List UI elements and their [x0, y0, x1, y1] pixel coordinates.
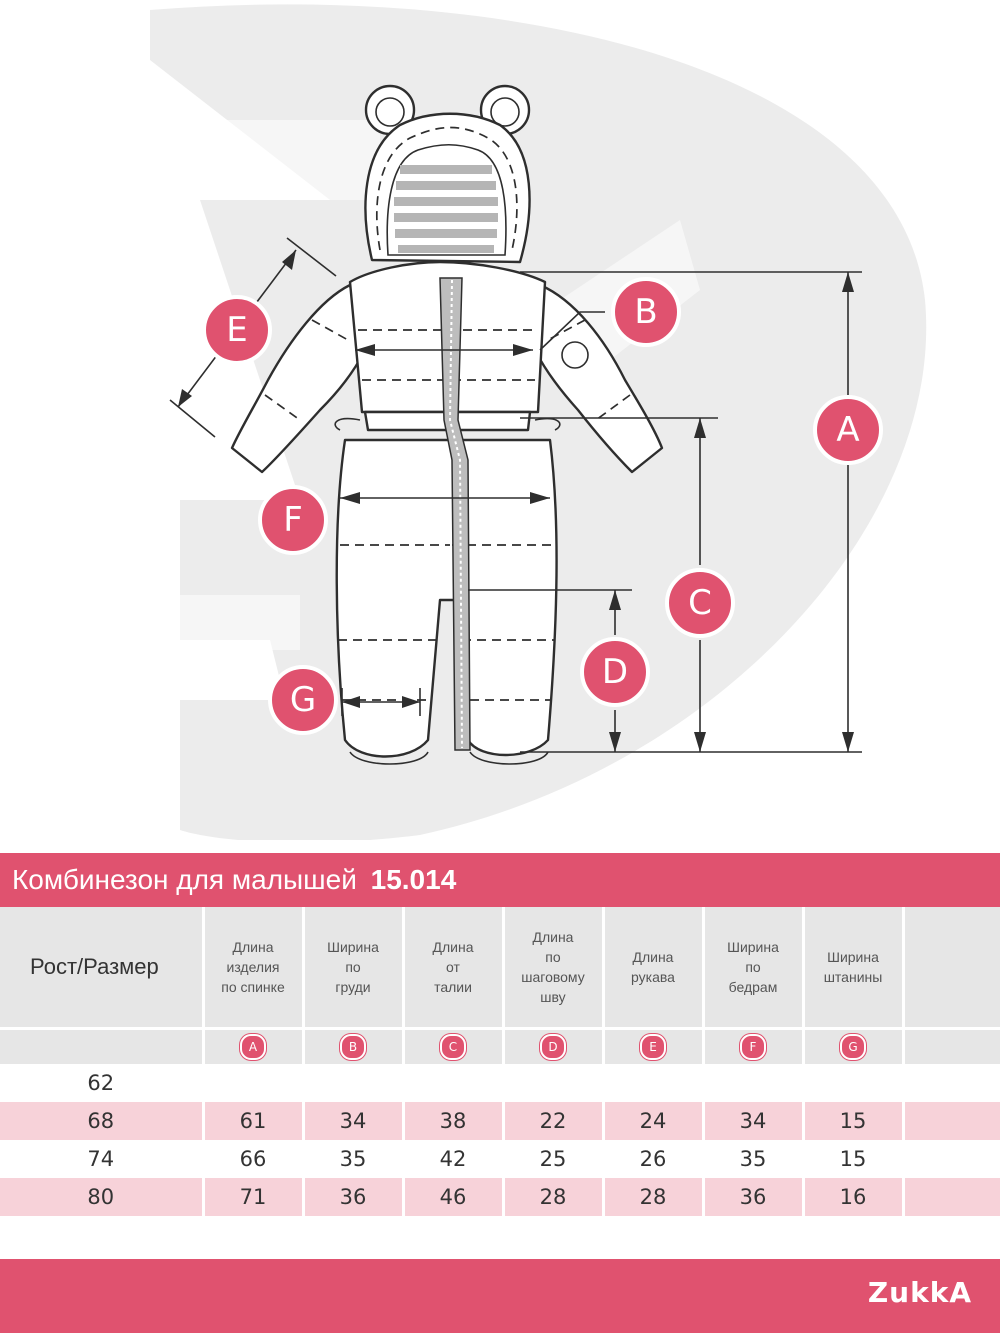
table-row: [0, 1064, 1000, 1102]
value-cell: [203, 1064, 303, 1102]
value-cell: 26: [603, 1140, 703, 1178]
title-bar: [0, 853, 1000, 907]
size-table: [0, 907, 1000, 1216]
table-header-row: [0, 907, 1000, 1029]
value-cell: 42: [403, 1140, 503, 1178]
value-cell: 36: [303, 1178, 403, 1216]
column-header-F: [703, 907, 803, 1029]
value-cell: 15: [803, 1140, 903, 1178]
marker-row-blank: [0, 1029, 203, 1065]
value-cell: [303, 1064, 403, 1102]
marker-E-letter: E: [226, 310, 248, 350]
size-cell: 80: [0, 1178, 203, 1216]
column-header-label: Длина изделия по спинке: [221, 939, 285, 995]
value-cell: 35: [703, 1140, 803, 1178]
size-header: Рост/Размер: [0, 907, 203, 1029]
marker-A: [815, 397, 881, 463]
column-marker-B: B: [340, 1034, 366, 1060]
column-marker-G: G: [840, 1034, 866, 1060]
column-header-label: Ширина по бедрам: [727, 939, 779, 995]
marker-C: [667, 570, 733, 636]
marker-G-letter: G: [289, 680, 317, 720]
brand-logo: ZukkA: [867, 1276, 972, 1309]
value-cell: 28: [603, 1178, 703, 1216]
column-header-label: Ширина по груди: [327, 939, 379, 995]
column-header-label: Длина от талии: [432, 939, 474, 995]
value-cell: [703, 1064, 803, 1102]
column-header-B: [303, 907, 403, 1029]
value-cell: 24: [603, 1102, 703, 1140]
marker-C-letter: C: [688, 583, 712, 623]
marker-G: [270, 667, 336, 733]
table-row: [0, 1178, 1000, 1216]
marker-D-letter: D: [601, 652, 629, 692]
value-cell: 28: [503, 1178, 603, 1216]
size-cell: 68: [0, 1102, 203, 1140]
value-cell: 16: [803, 1178, 903, 1216]
marker-D: [582, 639, 648, 705]
column-header-label: Длина по шаговому шву: [521, 929, 585, 1005]
value-cell: 66: [203, 1140, 303, 1178]
column-header-label: Ширина штанины: [823, 949, 883, 985]
column-header-D: [503, 907, 603, 1029]
column-marker-A: A: [240, 1034, 266, 1060]
table-row: [0, 1102, 1000, 1140]
value-cell: 71: [203, 1178, 303, 1216]
marker-E: [204, 297, 270, 363]
value-cell: 22: [503, 1102, 603, 1140]
value-cell: 36: [703, 1178, 803, 1216]
column-header-G: [803, 907, 903, 1029]
column-marker-C: C: [440, 1034, 466, 1060]
column-marker-D: D: [540, 1034, 566, 1060]
value-cell: 34: [703, 1102, 803, 1140]
column-header-label: Длина рукава: [631, 949, 675, 985]
table-row: [0, 1140, 1000, 1178]
column-marker-E: E: [640, 1034, 666, 1060]
product-code: 15.014: [370, 864, 457, 895]
value-cell: 15: [803, 1102, 903, 1140]
value-cell: [603, 1064, 703, 1102]
column-header-empty: [903, 907, 1000, 1029]
marker-F-letter: F: [283, 500, 303, 540]
value-cell: 61: [203, 1102, 303, 1140]
column-header-C: [403, 907, 503, 1029]
marker-F: [260, 487, 326, 553]
marker-A-letter: A: [836, 410, 860, 450]
column-header-A: [203, 907, 303, 1029]
size-cell: 74: [0, 1140, 203, 1178]
table-marker-row: [0, 1029, 1000, 1065]
value-cell: 46: [403, 1178, 503, 1216]
value-cell: [503, 1064, 603, 1102]
marker-B-letter: B: [634, 292, 658, 332]
value-cell: 38: [403, 1102, 503, 1140]
footer-bar: [0, 1259, 1000, 1333]
value-cell: [403, 1064, 503, 1102]
column-marker-F: F: [740, 1034, 766, 1060]
marker-B: [613, 279, 679, 345]
value-cell: 25: [503, 1140, 603, 1178]
column-header-E: [603, 907, 703, 1029]
value-cell: 35: [303, 1140, 403, 1178]
size-cell: 62: [0, 1064, 203, 1102]
value-cell: [803, 1064, 903, 1102]
product-title: Комбинезон для малышей: [12, 864, 357, 895]
value-cell: 34: [303, 1102, 403, 1140]
